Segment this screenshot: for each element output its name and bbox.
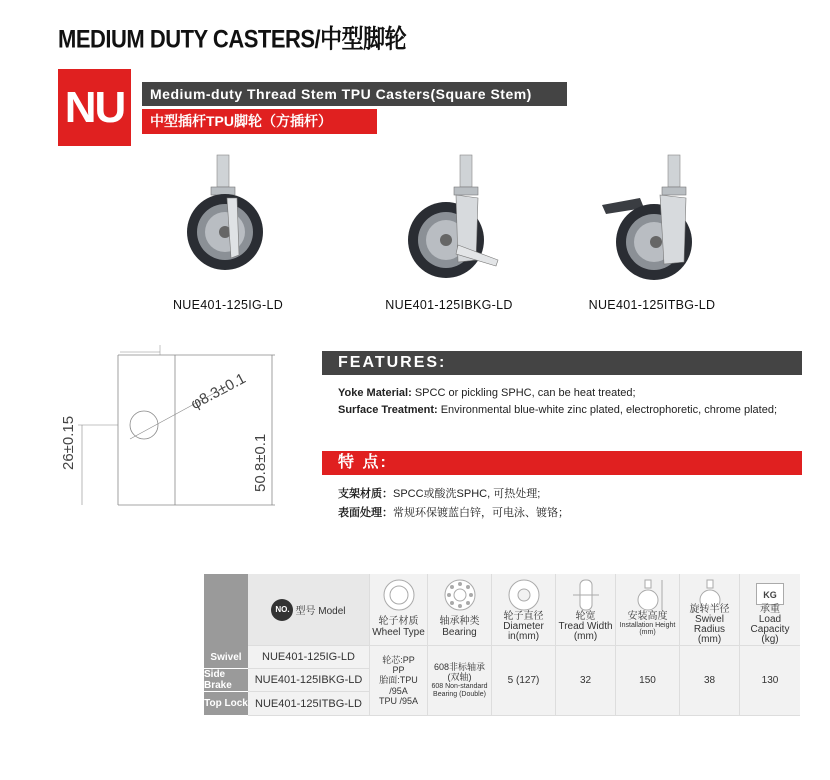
header-en: Bearing: [442, 627, 477, 638]
dim-right: 50.8±0.1: [252, 433, 269, 492]
header-bearing: [428, 574, 492, 646]
header-unit: (mm): [573, 631, 598, 642]
header-unit: (mm): [697, 634, 722, 645]
dim-left: 26±0.15: [60, 415, 77, 470]
header-cn: 轮子材质: [378, 616, 419, 627]
product-model-label: NUE401-125ITBG-LD: [588, 298, 716, 312]
subtitle-en: Medium-duty Thread Stem TPU Casters(Square Stem): [142, 82, 567, 106]
header-cn: 轴承种类: [439, 616, 480, 627]
no-badge: NO.: [271, 599, 293, 621]
feature-value: Environmental blue-white zinc plated, electrophoretic, chrome plated;: [437, 404, 778, 416]
header-cn: 安装高度: [627, 611, 668, 622]
feature-label: Yoke Material:: [338, 387, 412, 399]
product-model-label: NUE401-125IBKG-LD: [385, 298, 513, 312]
header-cn: 承重: [760, 604, 780, 615]
header-unit: in(mm): [507, 631, 540, 642]
wheel-icon: [382, 578, 416, 612]
feature-label: Surface Treatment:: [338, 404, 438, 416]
tread-width-icon: [569, 578, 603, 612]
row-type-top-lock: Top Lock: [204, 692, 248, 716]
caster-image-swivel: [175, 150, 285, 290]
product-model-label: NUE401-125IG-LD: [172, 298, 284, 312]
feature-yoke-cn: [338, 485, 540, 501]
header-en: Load Capacity: [750, 614, 790, 635]
feature-surface-cn: [338, 504, 569, 520]
page-title: MEDIUM DUTY CASTERS/中型脚轮: [58, 24, 407, 54]
swivel-radius-cell: 38: [680, 646, 740, 716]
row-type-swivel: Swivel: [204, 646, 248, 669]
header-en: Wheel Type: [372, 627, 425, 638]
row-model: NUE401-125ITBG-LD: [248, 692, 370, 716]
header-tread-width: [556, 574, 616, 646]
header-unit: (mm): [639, 629, 656, 636]
row-model: NUE401-125IBKG-LD: [248, 669, 370, 692]
bearing-line: Bearing (Double): [433, 690, 486, 698]
header-load-capacity: [740, 574, 800, 646]
caster-image-side-brake: [398, 150, 518, 290]
feature-value: SPCC or pickling SPHC, can be heat treated;: [411, 387, 636, 399]
series-badge: NU: [58, 69, 131, 146]
diameter-cell: 5 (127): [492, 646, 556, 716]
feature-surface-en: [338, 404, 777, 416]
install-height-cell: 150: [616, 646, 680, 716]
header-swivel-radius: [680, 574, 740, 646]
model-header-label: 型号 Model: [295, 606, 346, 617]
header-cn: 旋转半径: [689, 604, 730, 615]
stem-drawing: [60, 340, 290, 520]
bearing-line: 608非标轴承: [433, 662, 486, 673]
header-cn: 轮子直径: [503, 611, 544, 622]
bearing-icon: [443, 578, 477, 612]
swivel-radius-icon: [693, 578, 727, 605]
features-heading-en: FEATURES:: [322, 351, 802, 375]
feature-yoke-en: [338, 387, 636, 399]
feature-label: 支架材质：: [338, 488, 393, 500]
feature-value: SPCC或酸洗SPHC, 可热处理;: [393, 488, 541, 500]
feature-label: 表面处理：: [338, 507, 393, 519]
wheel-type-cell: [370, 646, 428, 716]
spec-table: [204, 574, 800, 716]
bearing-line: 608 Non-standard: [431, 682, 488, 690]
wheel-type-line: PP: [392, 664, 405, 675]
wheel-type-line: 胎面:TPU /95A: [379, 675, 418, 696]
header-en: Diameter: [503, 621, 544, 632]
caster-image-top-lock: [600, 150, 710, 290]
table-corner: [204, 574, 248, 646]
header-en: Tread Width: [558, 621, 613, 632]
bearing-line: (双轴): [447, 672, 472, 683]
install-height-icon: [631, 578, 665, 612]
features-heading-cn: 特 点:: [322, 451, 802, 475]
tread-width-cell: 32: [556, 646, 616, 716]
diameter-icon: [507, 578, 541, 612]
header-install-height: [616, 574, 680, 646]
header-unit: (kg): [761, 634, 779, 645]
dim-diameter: φ8.3±0.1: [188, 369, 249, 414]
header-en: Swivel Radius: [693, 614, 726, 635]
row-type-side-brake: Side Brake: [204, 669, 248, 692]
model-header: [248, 574, 370, 646]
wheel-type-line: 轮芯:PP: [382, 654, 415, 665]
header-diameter: [492, 574, 556, 646]
feature-value: 常规环保镀蓝白锌，可电泳、镀铬；: [393, 507, 569, 519]
row-model: NUE401-125IG-LD: [248, 646, 370, 669]
header-en: Installation Height: [619, 622, 676, 629]
bearing-cell: [428, 646, 492, 716]
header-wheel-type: [370, 574, 428, 646]
subtitle-cn: 中型插杆TPU脚轮（方插杆）: [142, 109, 377, 134]
header-cn: 轮宽: [575, 611, 596, 622]
wheel-type-line: TPU /95A: [378, 696, 418, 707]
weight-icon-text: KG: [756, 583, 784, 605]
load-capacity-cell: 130: [740, 646, 800, 716]
weight-icon: [755, 578, 785, 605]
